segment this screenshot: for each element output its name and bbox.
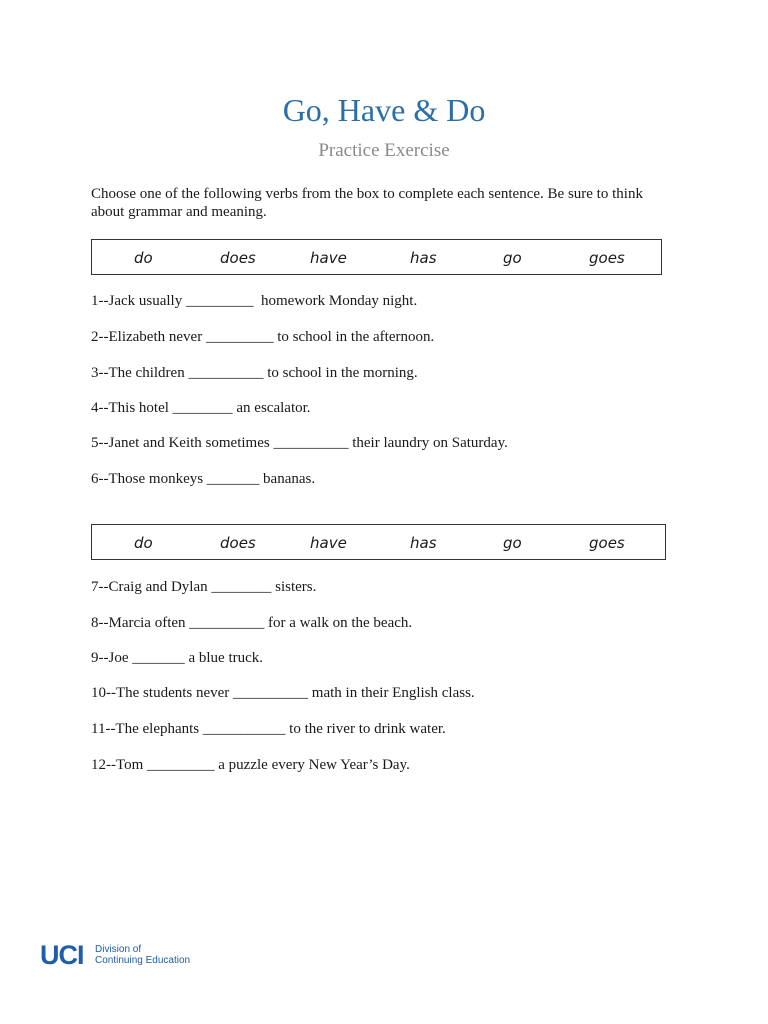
- verb-go: go: [503, 249, 522, 267]
- uci-logo-mark: UCI: [40, 940, 84, 970]
- page-title: Go, Have & Do: [282, 92, 486, 128]
- sentence-7: 7--Craig and Dylan ________ sisters.: [91, 579, 317, 595]
- sentence-8: 8--Marcia often __________ for a walk on the beach.: [91, 615, 413, 631]
- verb-goes: goes: [589, 534, 625, 552]
- verb-has: has: [410, 249, 437, 267]
- verb-do: do: [134, 534, 153, 552]
- verb-box-1: [91, 239, 662, 275]
- sentence-9: 9--Joe _______ a blue truck.: [91, 650, 264, 666]
- sentence-10: 10--The students never __________ math in their English class.: [91, 685, 475, 701]
- sentence-1: 1--Jack usually _________ homework Monday night.: [91, 293, 418, 309]
- verb-has: has: [410, 534, 437, 552]
- sentence-12: 12--Tom _________ a puzzle every New Year’s Day.: [91, 757, 410, 773]
- verb-does: does: [220, 534, 256, 552]
- sentence-6: 6--Those monkeys _______ bananas.: [91, 471, 316, 487]
- sentence-5: 5--Janet and Keith sometimes __________ their laundry on Saturday.: [91, 435, 508, 451]
- logo-line-2: Continuing Education: [95, 955, 191, 966]
- logo-text: [95, 944, 190, 966]
- instructions: Choose one of the following verbs from the box to complete each sentence. Be sure to think about grammar and meaning.: [91, 186, 643, 220]
- verb-have: have: [310, 249, 347, 267]
- verb-does: does: [220, 249, 256, 267]
- logo-line-1: Division of: [95, 944, 142, 955]
- page-subtitle: Practice Exercise: [318, 140, 450, 161]
- sentence-4: 4--This hotel ________ an escalator.: [91, 400, 311, 416]
- verb-box-2: [91, 524, 666, 560]
- sentence-2: 2--Elizabeth never _________ to school in the afternoon.: [91, 329, 435, 345]
- verb-goes: goes: [589, 249, 625, 267]
- verb-do: do: [134, 249, 153, 267]
- verb-go: go: [503, 534, 522, 552]
- sentence-3: 3--The children __________ to school in the morning.: [91, 365, 418, 381]
- verb-have: have: [310, 534, 347, 552]
- sentence-11: 11--The elephants ___________ to the river to drink water.: [91, 721, 446, 737]
